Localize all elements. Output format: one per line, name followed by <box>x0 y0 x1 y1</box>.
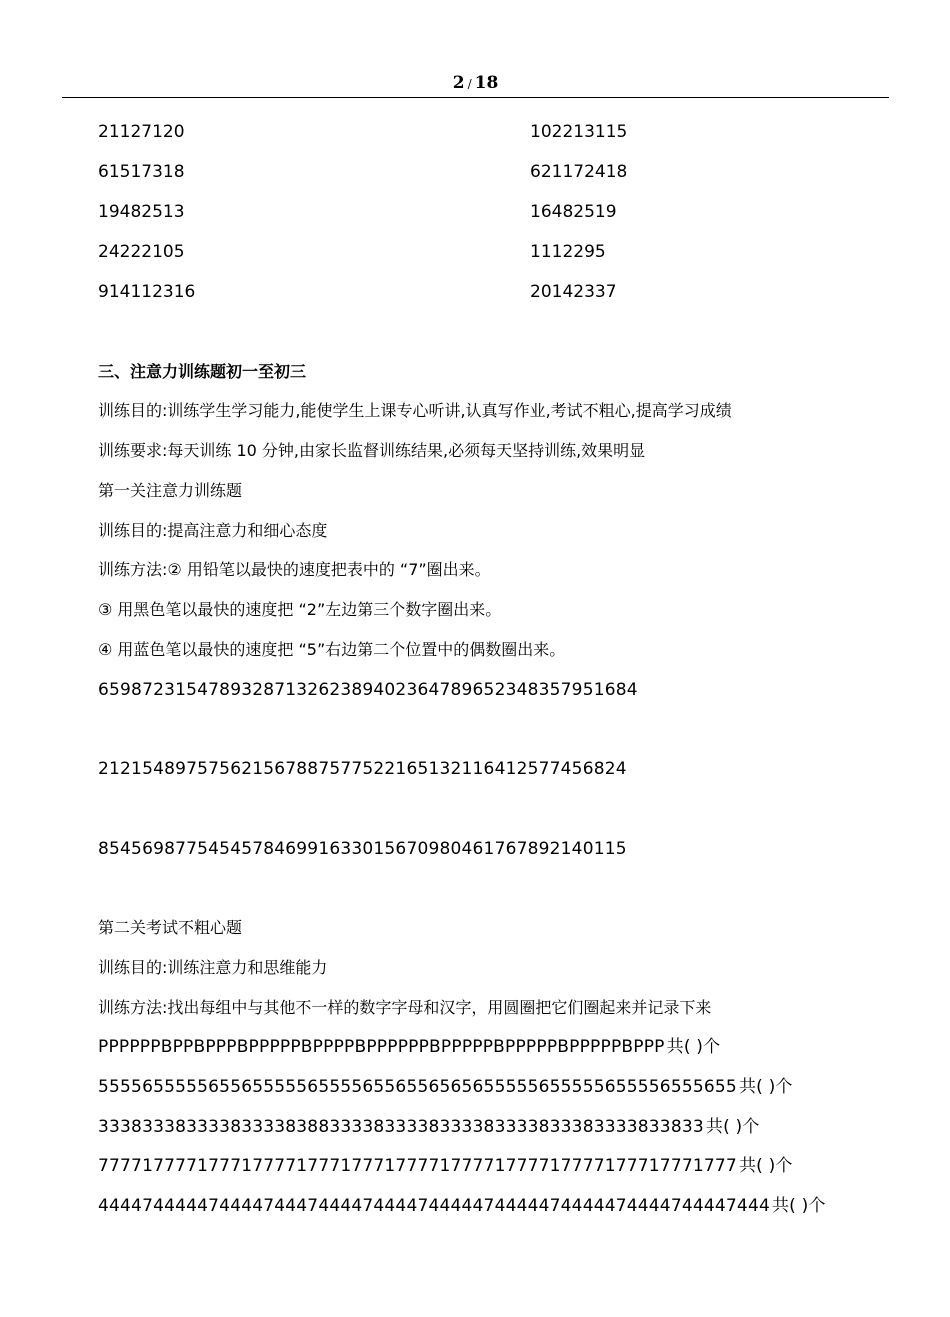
count-blank: 共( )个 <box>738 1077 793 1097</box>
pattern-string: 4444744444744447444744447444474444474444474444474444744447444 <box>98 1196 770 1216</box>
pattern-string: 5555655555655655555655556556556565655555655555655556555655 <box>98 1077 737 1097</box>
odd-one-out-row <box>98 1154 888 1178</box>
section-heading: 三、注意力训练题初一至初三 <box>98 362 307 381</box>
header-rule <box>62 97 889 98</box>
number-table-row <box>98 240 878 264</box>
odd-one-out-row <box>98 1194 888 1218</box>
number-cell-right: 20142337 <box>530 282 617 302</box>
number-cell-right: 621172418 <box>530 162 628 182</box>
level1-method: 训练方法:② 用铅笔以最快的速度把表中的 “7”圈出来。 <box>98 560 491 579</box>
number-table-row <box>98 280 878 304</box>
number-cell-left: 24222105 <box>98 242 185 262</box>
page-separator: / <box>467 77 472 91</box>
odd-one-out-row <box>98 1075 888 1099</box>
count-blank: 共( )个 <box>738 1156 793 1176</box>
digit-row: 212154897575621567887577522165132116412577456824 <box>98 759 627 779</box>
pattern-string: 3338333833338333383883333833338333383333833383333833833 <box>98 1117 704 1137</box>
number-table-row <box>98 200 878 224</box>
digit-row: 65987231547893287132623894023647896523483579516​84 <box>98 680 638 700</box>
level1-step3: ③ 用黑色笔以最快的速度把 “2”左边第三个数字圈出来。 <box>98 600 502 619</box>
count-blank: 共( )个 <box>771 1196 826 1216</box>
number-cell-right: 102213115 <box>530 122 628 142</box>
number-cell-left: 21127120 <box>98 122 185 142</box>
level1-step4: ④ 用蓝色笔以最快的速度把 “5”右边第二个位置中的偶数圈出来。 <box>98 640 566 659</box>
digit-row: 854569877545457846991633015670980461767892140115 <box>98 839 627 859</box>
level2-method: 训练方法:找出每组中与其他不一样的数字字母和汉字，用圆圈把它们圈起来并记录下来 <box>98 998 712 1017</box>
page-number-header <box>62 72 889 98</box>
count-blank: 共( )个 <box>666 1037 721 1057</box>
level1-purpose: 训练目的:提高注意力和细心态度 <box>98 521 328 540</box>
number-cell-left: 19482513 <box>98 202 185 222</box>
page-total: 18 <box>474 73 499 93</box>
level2-purpose: 训练目的:训练注意力和思维能力 <box>98 958 328 977</box>
odd-one-out-row <box>98 1115 888 1139</box>
number-cell-left: 914112316 <box>98 282 196 302</box>
number-cell-right: 1112295 <box>530 242 606 262</box>
page-current: 2 <box>452 73 465 93</box>
pattern-string: 7777177771777177771777177717777177771777717777177717771777 <box>98 1156 737 1176</box>
level1-title: 第一关注意力训练题 <box>98 481 243 500</box>
level2-title: 第二关考试不粗心题 <box>98 918 243 937</box>
number-table-row <box>98 120 878 144</box>
section-requirement: 训练要求:每天训练 10 分钟,由家长监督训练结果,必须每天坚持训练,效果明显 <box>98 441 646 460</box>
section-purpose: 训练目的:训练学生学习能力,能使学生上课专心听讲,认真写作业,考试不粗心,提高学习成绩 <box>98 401 732 420</box>
odd-one-out-row <box>98 1035 888 1059</box>
number-cell-left: 61517318 <box>98 162 185 182</box>
count-blank: 共( )个 <box>705 1117 760 1137</box>
pattern-string: PPPPPPBPPBPPPBPPPPPBPPPPBPPPPPPBPPPPPBPPPPPBPPPPPBPPP <box>98 1037 665 1057</box>
number-table-row <box>98 160 878 184</box>
number-cell-right: 16482519 <box>530 202 617 222</box>
